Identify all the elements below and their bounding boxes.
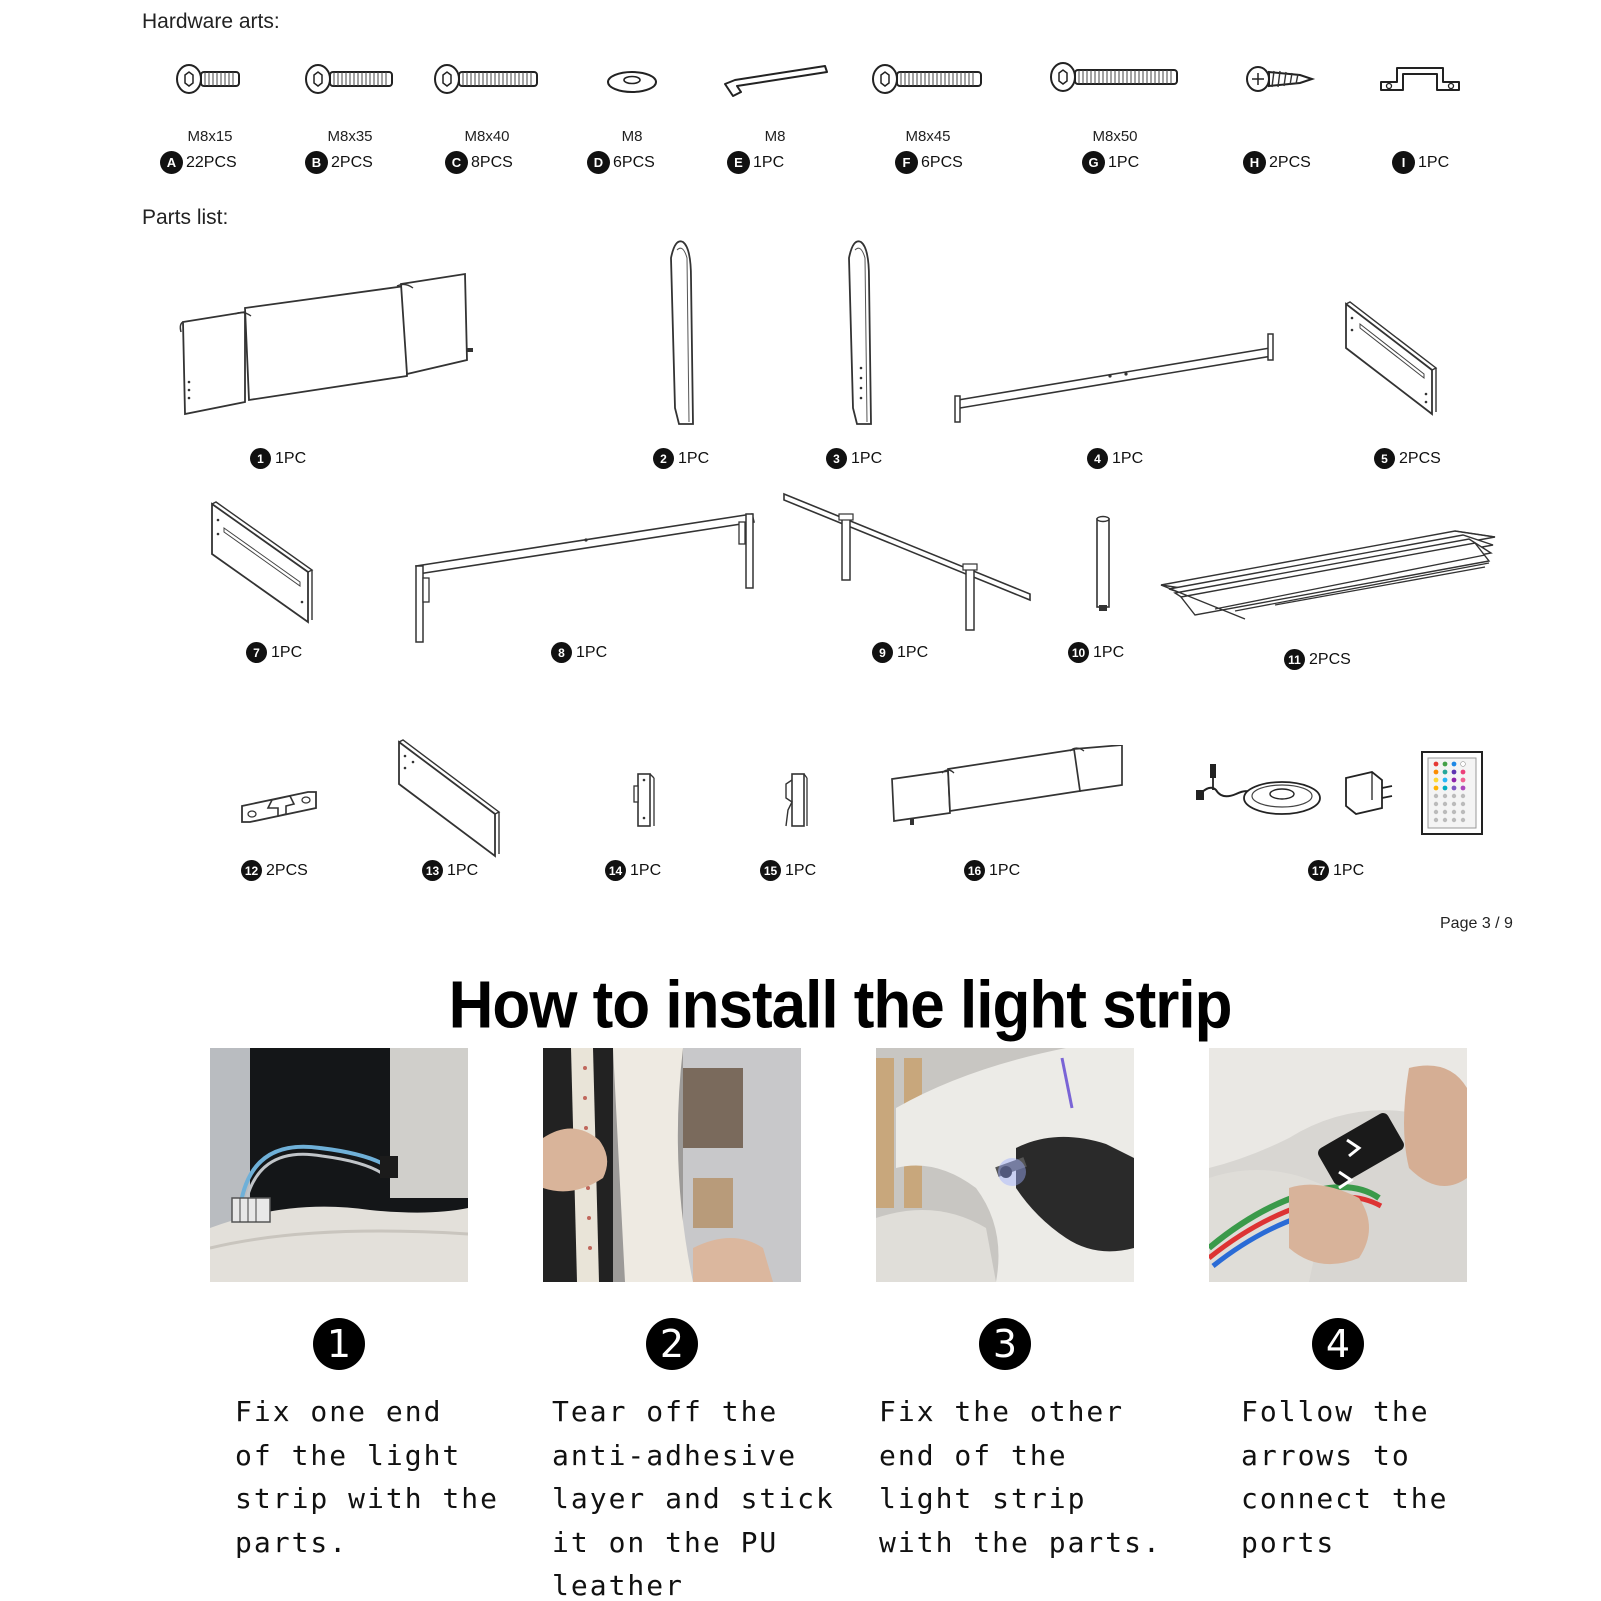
step-2-photo	[543, 1048, 801, 1282]
bolt-icon	[1049, 62, 1181, 96]
hardware-item-f	[863, 62, 993, 171]
part-label-12: 12 2PCS	[241, 860, 308, 881]
part-label-5: 5 2PCS	[1374, 448, 1441, 469]
hardware-qty-g: G 1PC	[1082, 151, 1139, 174]
hardware-item-g	[1048, 62, 1182, 171]
part-label-15: 15 1PC	[760, 860, 816, 881]
part-side-panel-drawing	[1340, 300, 1440, 420]
letter-badge: D	[587, 151, 610, 174]
hardware-item-a	[145, 62, 275, 171]
part-cross-rail-drawing	[950, 330, 1280, 425]
part-side-post-drawing	[665, 238, 699, 428]
hardware-item-d	[567, 62, 697, 171]
hardware-qty-e: E 1PC	[727, 151, 784, 174]
hardware-item-i	[1355, 62, 1485, 171]
hardware-item-c	[422, 62, 552, 171]
step-4-number: 4	[1312, 1318, 1364, 1370]
letter-badge: H	[1243, 151, 1266, 174]
bolt-icon	[871, 62, 985, 96]
step-3-photo	[876, 1048, 1134, 1282]
bolt-icon	[433, 62, 541, 96]
hardware-size-f: M8x45	[905, 128, 951, 145]
hardware-size-b: M8x35	[327, 128, 373, 145]
bolt-icon	[304, 62, 396, 96]
hardware-qty-d: D 6PCS	[587, 151, 655, 174]
part-long-panel-drawing	[395, 738, 505, 860]
part-label-16: 16 1PC	[964, 860, 1020, 881]
step-4-text: Follow the arrows to connect the ports	[1241, 1395, 1449, 1559]
washer-icon	[602, 62, 662, 96]
hardware-size-g: M8x50	[1092, 128, 1138, 145]
part-hook-plate-drawing	[782, 770, 810, 830]
hardware-qty-f: F 6PCS	[895, 151, 963, 174]
part-side-post-drawing	[843, 238, 877, 428]
hardware-qty-h: H 2PCS	[1243, 151, 1311, 174]
wood-screw-icon	[1244, 62, 1316, 96]
part-label-17: 17 1PC	[1308, 860, 1364, 881]
hardware-size-c: M8x40	[464, 128, 510, 145]
hardware-qty-i: I 1PC	[1392, 151, 1449, 174]
part-label-7: 7 1PC	[246, 642, 302, 663]
part-headboard-drawing	[175, 272, 485, 422]
step-2-text: Tear off the anti-adhesive layer and stick it on the PU leather	[552, 1395, 835, 1601]
hardware-qty-c: C 8PCS	[445, 151, 513, 174]
part-slats-drawing	[1155, 525, 1500, 625]
letter-badge: I	[1392, 151, 1415, 174]
hardware-qty-b: B 2PCS	[305, 151, 373, 174]
letter-badge: E	[727, 151, 750, 174]
part-label-13: 13 1PC	[422, 860, 478, 881]
hardware-size-d: M8	[621, 128, 643, 145]
page-number: Page 3 / 9	[1440, 915, 1513, 932]
step-2-number: 2	[646, 1318, 698, 1370]
part-hook-plate-drawing	[632, 770, 658, 830]
hardware-size-a: M8x15	[187, 128, 233, 145]
letter-badge: B	[305, 151, 328, 174]
hardware-title: Hardware arts:	[142, 10, 280, 33]
part-mounting-bracket-drawing	[238, 788, 322, 828]
hardware-item-h	[1215, 62, 1345, 171]
step-1-text: Fix one end of the light strip with the parts.	[235, 1395, 500, 1559]
part-center-rail-drawing	[780, 490, 1040, 635]
letter-badge: A	[160, 151, 183, 174]
letter-badge: C	[445, 151, 468, 174]
part-label-3: 3 1PC	[826, 448, 882, 469]
hardware-size-e: M8	[764, 128, 786, 145]
part-label-14: 14 1PC	[605, 860, 661, 881]
step-3-number: 3	[979, 1318, 1031, 1370]
part-footboard-panel-drawing	[208, 500, 318, 630]
part-label-1: 1 1PC	[250, 448, 306, 469]
step-1-number: 1	[313, 1318, 365, 1370]
part-label-9: 9 1PC	[872, 642, 928, 663]
step-1-photo	[210, 1048, 468, 1282]
part-label-11: 11 2PCS	[1284, 649, 1351, 670]
parts-title: Parts list:	[142, 206, 229, 229]
install-title: How to install the light strip	[448, 968, 1232, 1043]
bracket-icon	[1377, 62, 1463, 96]
part-label-2: 2 1PC	[653, 448, 709, 469]
allen-key-icon	[719, 62, 831, 102]
letter-badge: G	[1082, 151, 1105, 174]
hardware-item-e	[710, 62, 840, 171]
part-light-strip-kit-drawing	[1196, 750, 1486, 836]
part-side-rail-drawing	[410, 508, 760, 648]
part-label-10: 10 1PC	[1068, 642, 1124, 663]
hardware-item-b	[285, 62, 415, 171]
part-label-8: 8 1PC	[551, 642, 607, 663]
letter-badge: F	[895, 151, 918, 174]
part-label-4: 4 1PC	[1087, 448, 1143, 469]
part-support-leg-drawing	[1090, 515, 1116, 615]
bolt-icon	[175, 62, 245, 96]
step-4-photo	[1209, 1048, 1467, 1282]
part-footboard-drawing	[888, 745, 1128, 830]
step-3-text: Fix the other end of the light strip with the parts.	[879, 1395, 1162, 1559]
hardware-qty-a: A 22PCS	[160, 151, 237, 174]
